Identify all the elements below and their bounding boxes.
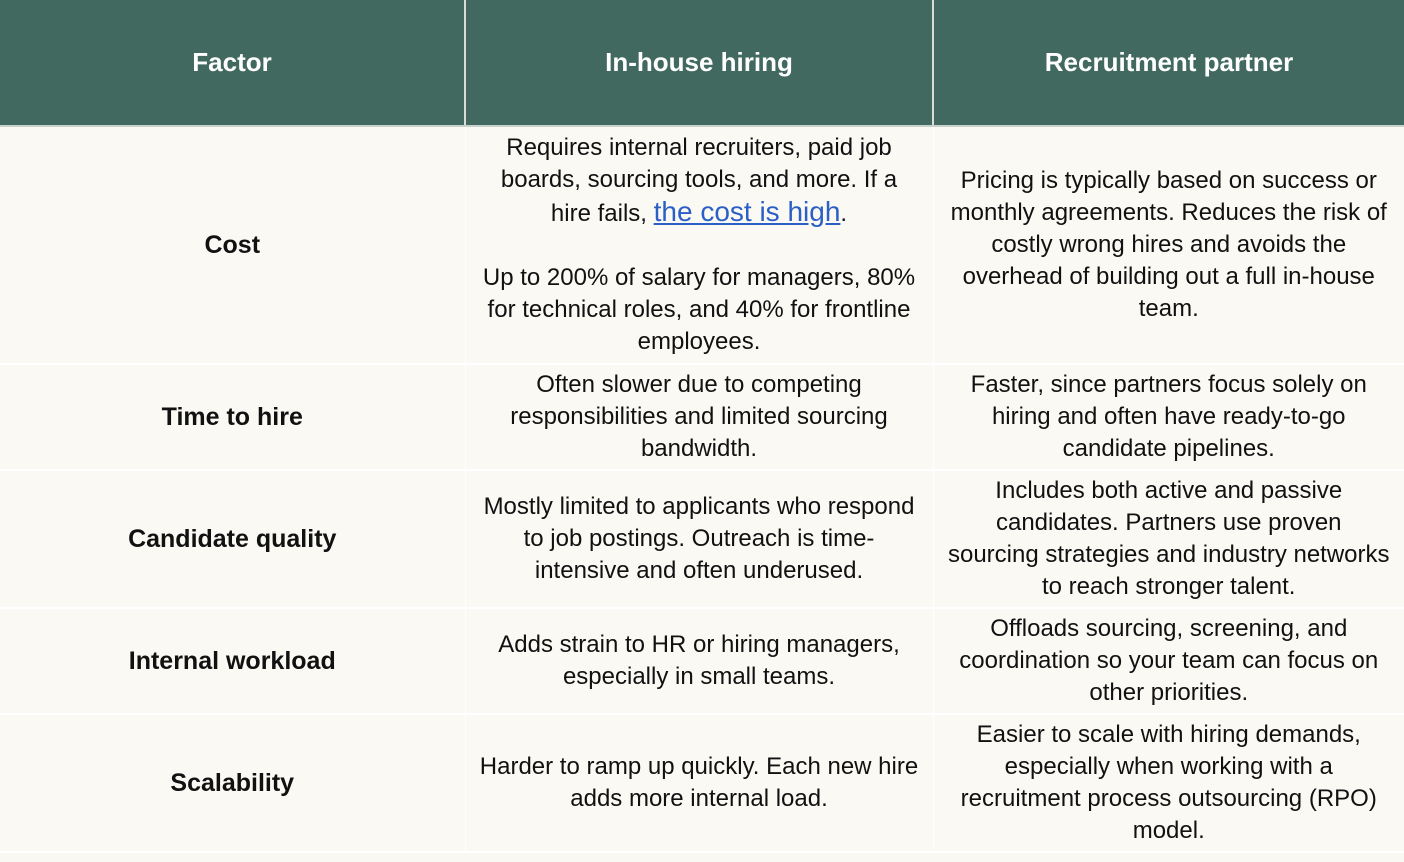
factor-cell: Time to hire <box>0 364 465 470</box>
partner-cell: Easier to scale with hiring demands, especially when working with a recruitment process outsourcing (RPO) model. <box>933 714 1404 852</box>
in-house-cell: Mostly limited to applicants who respond to job postings. Outreach is time-intensive and often underused. <box>465 470 933 608</box>
in-house-cell <box>465 126 933 364</box>
table-row-candidate-quality <box>0 470 1404 608</box>
table-header <box>0 0 1404 126</box>
table-row-cost <box>0 126 1404 364</box>
table-row-scalability <box>0 714 1404 852</box>
factor-cell: Internal workload <box>0 608 465 714</box>
in-house-cell: Harder to ramp up quickly. Each new hire adds more internal load. <box>465 714 933 852</box>
partner-cell: Includes both active and passive candidates. Partners use proven sourcing strategies and industry networks to reach stronger talent. <box>933 470 1404 608</box>
cost-is-high-link[interactable]: the cost is high <box>653 196 841 227</box>
in-house-text: Requires internal recruiters, paid job boards, sourcing tools, and more. If a hire fails, <box>500 134 898 227</box>
in-house-paragraph <box>480 132 919 230</box>
table-body <box>0 126 1404 852</box>
in-house-text-end: . <box>840 200 848 227</box>
partner-cell: Faster, since partners focus solely on hiring and often have ready-to-go candidate pipelines. <box>933 364 1404 470</box>
header-in-house-hiring: In-house hiring <box>465 0 933 126</box>
header-row <box>0 0 1404 126</box>
in-house-cell: Adds strain to HR or hiring managers, especially in small teams. <box>465 608 933 714</box>
factor-cell: Candidate quality <box>0 470 465 608</box>
factor-cell: Cost <box>0 126 465 364</box>
in-house-paragraph-2: Up to 200% of salary for managers, 80% for technical roles, and 40% for frontline employees. <box>482 264 916 355</box>
header-recruitment-partner: Recruitment partner <box>933 0 1404 126</box>
partner-cell: Offloads sourcing, screening, and coordination so your team can focus on other priorities. <box>933 608 1404 714</box>
header-factor: Factor <box>0 0 465 126</box>
factor-cell: Scalability <box>0 714 465 852</box>
partner-cell: Pricing is typically based on success or monthly agreements. Reduces the risk of costly wrong hires and avoids the overhead of building out a full in-house team. <box>933 126 1404 364</box>
table-row-internal-workload <box>0 608 1404 714</box>
table-row-time-to-hire <box>0 364 1404 470</box>
in-house-cell: Often slower due to competing responsibilities and limited sourcing bandwidth. <box>465 364 933 470</box>
